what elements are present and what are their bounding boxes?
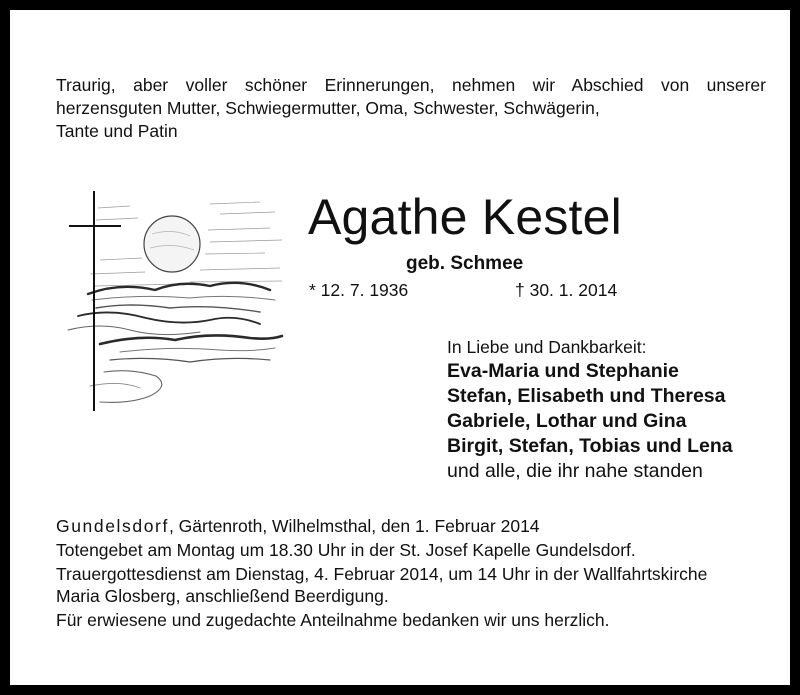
mourner-family: Birgit, Stefan, Tobias und Lena xyxy=(447,435,733,457)
deceased-name: Agathe Kestel xyxy=(308,189,622,245)
cross-icon xyxy=(70,192,120,410)
intro-line-3: Tante und Patin xyxy=(56,121,178,141)
thanks-line: Für erwiesene und zugedachte Anteilnahme bedanken wir uns herzlich. xyxy=(56,610,610,630)
mourner-family: Stefan, Elisabeth und Theresa xyxy=(447,385,726,407)
mourner-family: Gabriele, Lothar und Gina xyxy=(447,410,687,432)
mourners-heading: In Liebe und Dankbarkeit: xyxy=(447,337,647,357)
prayer-line: Totengebet am Montag um 18.30 Uhr in der St. Josef Kapelle Gundelsdorf. xyxy=(56,540,636,560)
mourner-family: Eva-Maria und Stephanie xyxy=(447,360,679,382)
mourners-closing: und alle, die ihr nahe standen xyxy=(447,460,703,482)
intro-text xyxy=(56,74,766,143)
place-first: Gundelsdorf xyxy=(56,516,169,536)
intro-line-1: Traurig, aber voller schöner Erinnerungen, nehmen wir Abschied von unserer xyxy=(56,75,766,95)
birth-date: * 12. 7. 1936 xyxy=(309,280,409,300)
sun-icon xyxy=(144,216,200,272)
place-rest: , Gärtenroth, Wilhelmsthal, den 1. Februar 2014 xyxy=(168,516,540,536)
memorial-illustration xyxy=(60,190,285,412)
mourners-block xyxy=(447,336,733,484)
death-date: † 30. 1. 2014 xyxy=(515,280,618,300)
service-line-2: Maria Glosberg, anschließend Beerdigung. xyxy=(56,586,389,606)
maiden-name: geb. Schmee xyxy=(406,253,524,274)
footer-details xyxy=(56,515,776,633)
intro-line-2: herzensguten Mutter, Schwiegermutter, Oma, Schwester, Schwägerin, xyxy=(56,98,600,118)
service-line-1: Trauergottesdienst am Dienstag, 4. Februar 2014, um 14 Uhr in der Wallfahrtskirche xyxy=(56,564,708,584)
place-date-line xyxy=(56,515,776,537)
landscape-sketch xyxy=(68,283,282,403)
